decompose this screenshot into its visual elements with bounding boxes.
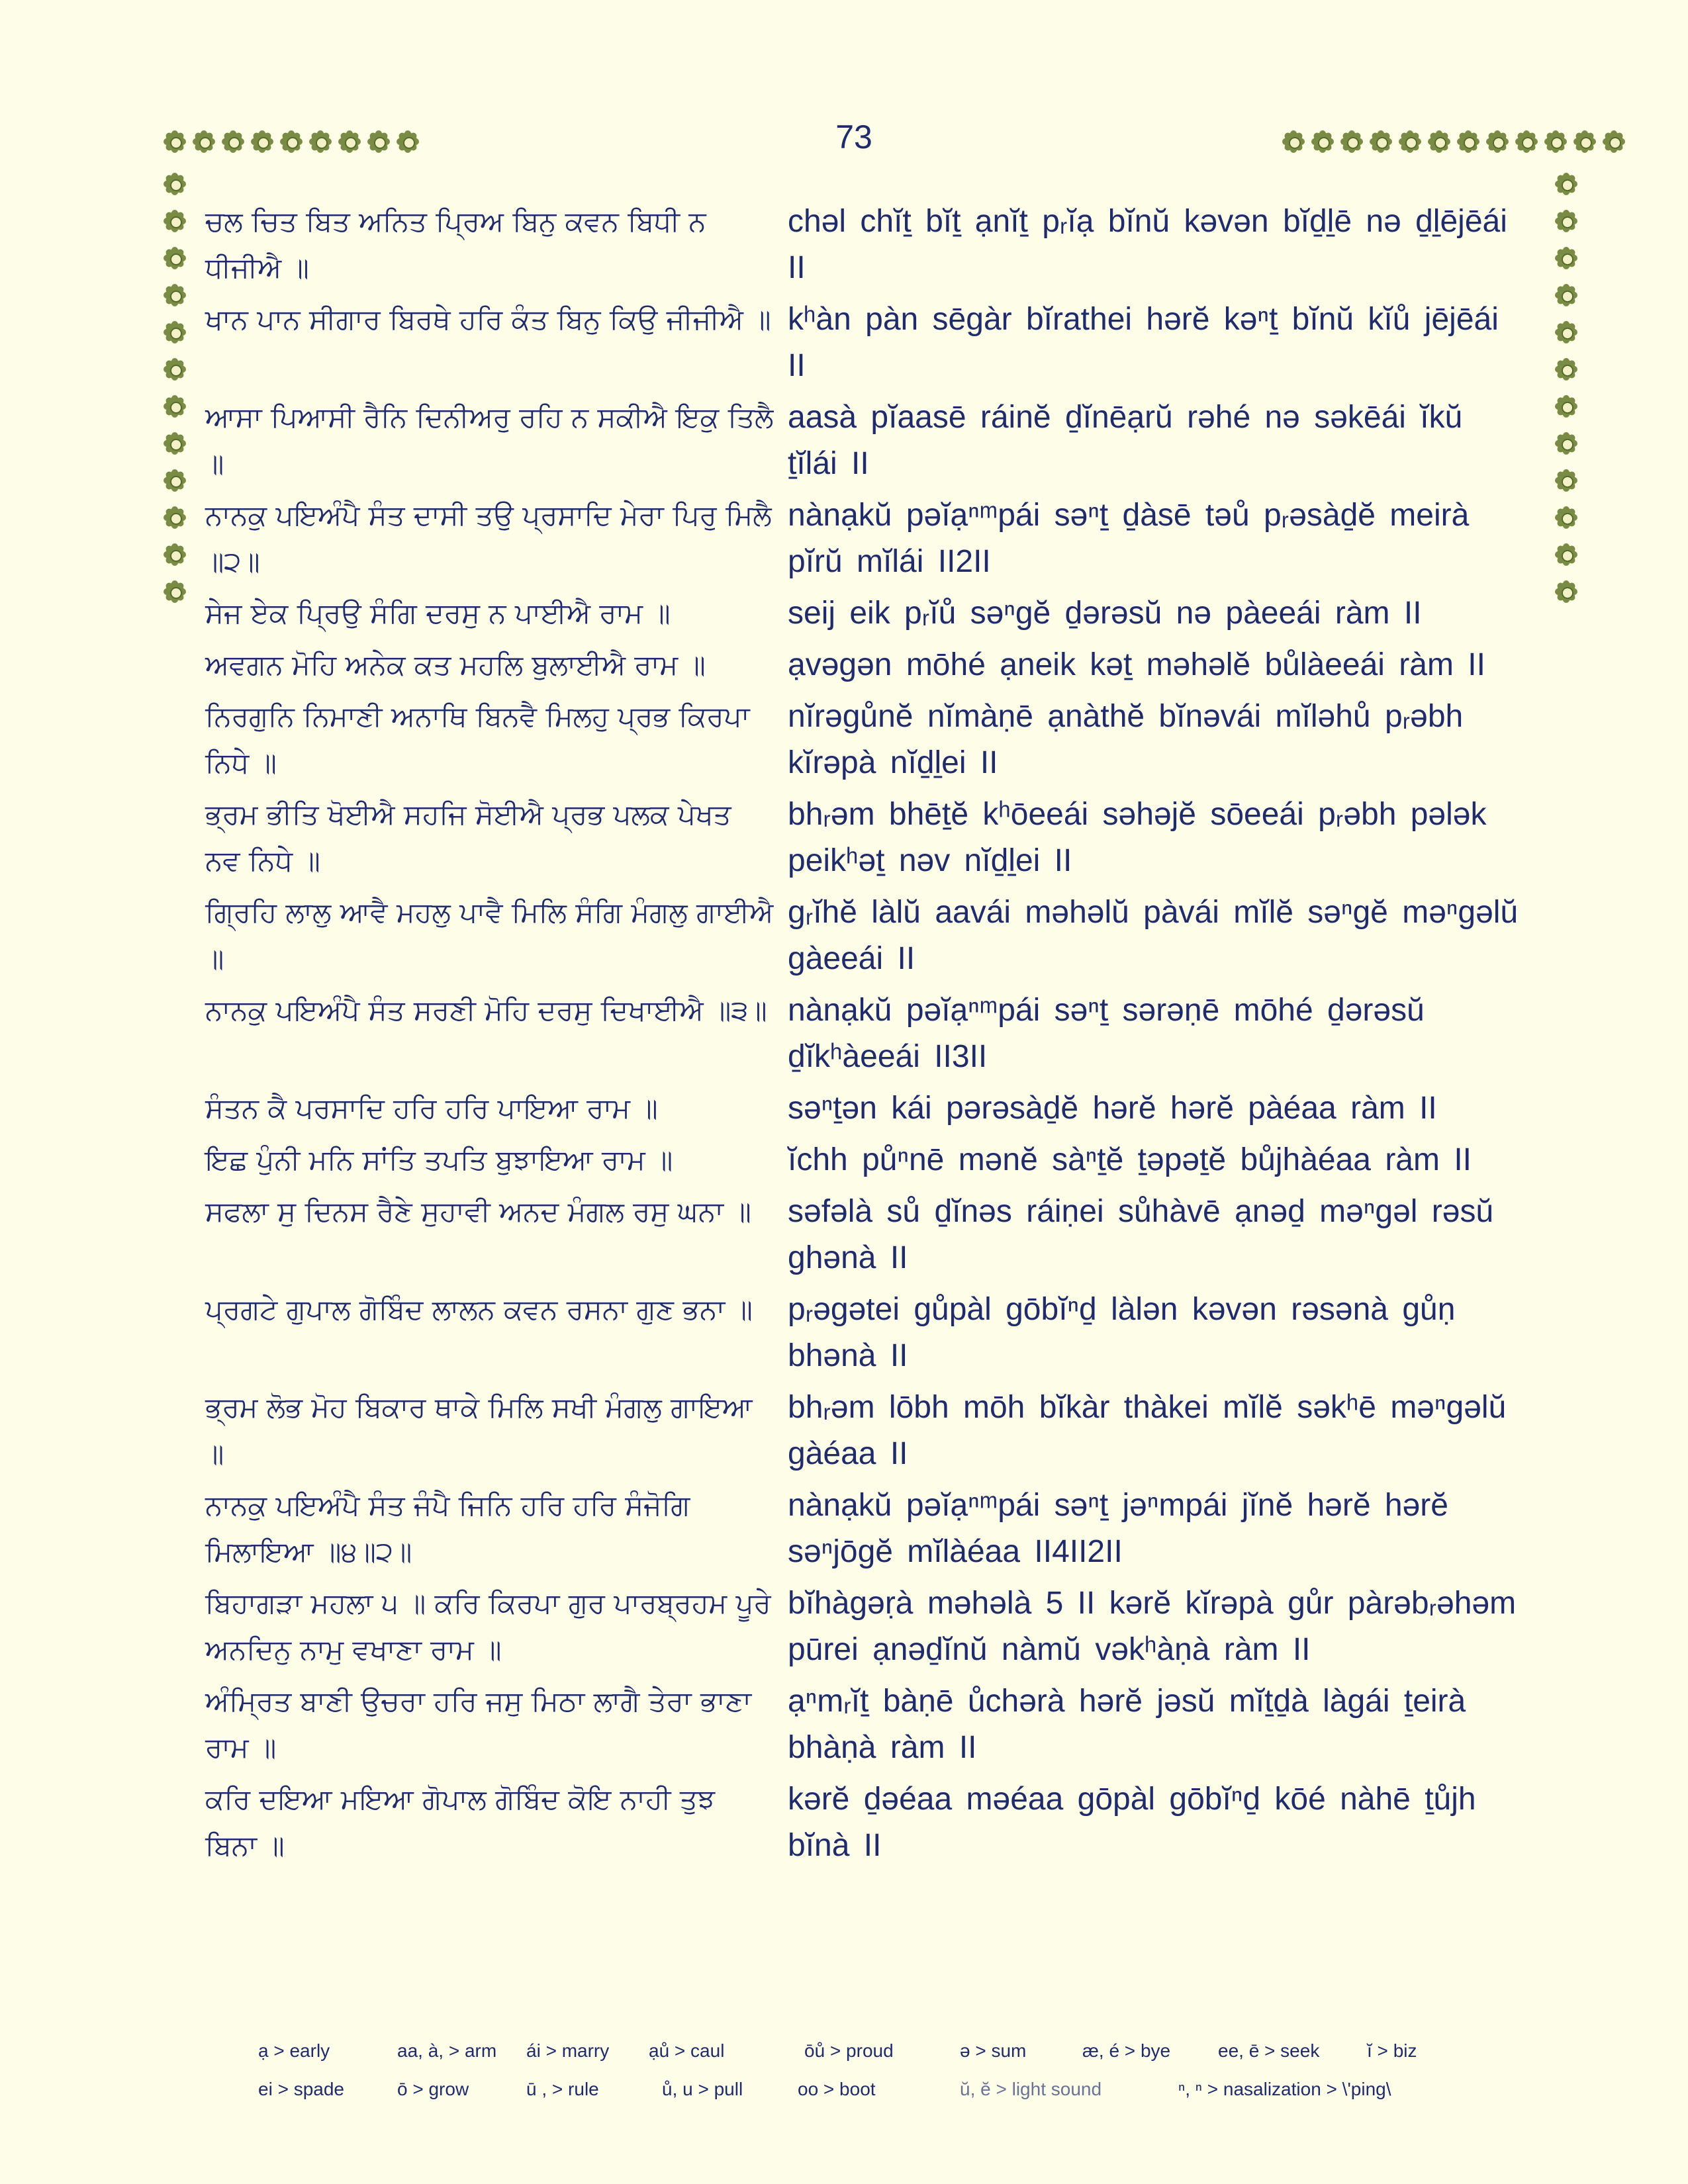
flower-ornament-icon (1603, 131, 1624, 152)
flower-ornament-icon (164, 248, 185, 269)
legend-item: ĭ > biz (1367, 2040, 1417, 2061)
transliteration-line: kərĕ ḏəéaa məéaa gōpàl gōbĭⁿḏ kōé nàhē ṯůjh bĭnà II (788, 1782, 1476, 1863)
legend-item: ee, ē > seek (1218, 2040, 1320, 2061)
transliteration-line: nĭrəgůnĕ nĭmàṇē ạnàthĕ bĭnəvái mĭləhů pᵣəbh kĭrəpà nĭḏḻei II (788, 699, 1464, 780)
legend-item: aa, à, > arm (397, 2040, 497, 2061)
verse-table (205, 199, 1523, 1874)
verse-row (205, 1137, 1523, 1183)
top-right-ornament-row (1283, 131, 1624, 152)
top-left-ornament-row (164, 131, 418, 152)
flower-ornament-icon (1556, 470, 1577, 491)
verse-row (205, 1482, 1523, 1575)
verse-row (205, 987, 1523, 1080)
transliteration-line: səⁿṯən kái pərəsàḏĕ hərĕ hərĕ pàéaa ràm II (788, 1091, 1437, 1126)
verse-row (205, 590, 1523, 637)
legend-item: ạů > caul (649, 2040, 725, 2061)
verse-row (205, 492, 1523, 585)
legend-item: ů, u > pull (662, 2079, 743, 2099)
transliteration-line: ạvəgən mōhé ạneik kəṯ məhəlĕ bůlàeeái ràm II (788, 647, 1485, 682)
flower-ornament-icon (1545, 131, 1566, 152)
gurmukhi-line: ਭ੍ਰਮ ਲੋਭ ਮੋਹ ਬਿਕਾਰ ਥਾਕੇ ਮਿਲਿ ਸਖੀ ਮੰਗਲੁ ਗਾਇਆ ॥ (205, 1391, 753, 1470)
flower-ornament-icon (164, 470, 185, 491)
gurmukhi-line: ਨਿਰਗੁਨਿ ਨਿਮਾਣੀ ਅਨਾਥਿ ਬਿਨਵੈ ਮਿਲਹੁ ਪ੍ਰਭ ਕਿਰਪਾ ਨਿਧੇ ॥ (205, 700, 750, 779)
flower-ornament-icon (164, 322, 185, 343)
legend-item: ⁿ, ⁿ > nasalization > \'ping\ (1178, 2079, 1391, 2099)
transliteration-line: bhᵣəm lōbh mōh bĭkàr thàkei mĭlĕ səkʰē məⁿgəlŭ gàéaa II (788, 1390, 1507, 1471)
legend-item: ə > sum (960, 2040, 1027, 2061)
transliteration-line: kʰàn pàn sēgàr bĭrathei hərĕ kəⁿṯ bĭnŭ kĭů jējēái II (788, 302, 1499, 383)
legend-item: ō > grow (397, 2079, 469, 2099)
gurmukhi-line: ਨਾਨਕੁ ਪਇਅੰਪੈ ਸੰਤ ਸਰਣੀ ਮੋਹਿ ਦਰਸੁ ਦਿਖਾਈਐ ॥੩॥ (205, 994, 767, 1026)
flower-ornament-icon (164, 507, 185, 528)
verse-row (205, 694, 1523, 786)
gurmukhi-line: ਇਛ ਪੁੰਨੀ ਮਨਿ ਸਾਂਤਿ ਤਪਤਿ ਬੁਝਾਇਆ ਰਾਮ ॥ (205, 1144, 673, 1176)
legend-item: ū , > rule (526, 2079, 599, 2099)
verse-row (205, 1189, 1523, 1281)
transliteration-line: ạⁿmᵣĭṯ bàṇē ůchərà hərĕ jəsŭ mĭṯḏà làgái ṯeirà bhàṇà ràm II (788, 1684, 1466, 1765)
flower-ornament-icon (164, 131, 185, 152)
transliteration-line: bĭhàgəṛà məhəlà 5 II kərĕ kĭrəpà gůr pàrəbᵣəhəm pūrei ạnəḏĭnŭ nàmŭ vəkʰàṇà ràm II (788, 1586, 1517, 1667)
gurmukhi-line: ਗ੍ਰਿਹਿ ਲਾਲੁ ਆਵੈ ਮਹਲੁ ਪਾਵੈ ਮਿਲਿ ਸੰਗਿ ਮੰਗਲੁ ਗਾਈਐ ॥ (205, 896, 774, 975)
gurmukhi-line: ਆਸਾ ਪਿਆਸੀ ਰੈਨਿ ਦਿਨੀਅਰੁ ਰਹਿ ਨ ਸਕੀਐ ਇਕੁ ਤਿਲੈ ॥ (205, 401, 774, 480)
transliteration-line: aasà pĭaasē ráinĕ ḏĭnēạrŭ rəhé nə səkēái ĭkŭ ṯĭlái II (788, 400, 1463, 481)
pronunciation-legend (258, 2032, 1516, 2109)
flower-ornament-icon (1556, 173, 1577, 195)
flower-ornament-icon (1487, 131, 1508, 152)
gurmukhi-line: ਬਿਹਾਗੜਾ ਮਹਲਾ ੫ ॥ ਕਰਿ ਕਿਰਪਾ ਗੁਰ ਪਾਰਬ੍ਰਹਮ ਪੂਰੇ ਅਨਦਿਨੁ ਨਾਮੁ ਵਖਾਣਾ ਰਾਮ ॥ (205, 1587, 771, 1666)
legend-item: ái > marry (526, 2040, 610, 2061)
legend-row (258, 2032, 1516, 2070)
flower-ornament-icon (397, 131, 418, 152)
gurmukhi-line: ਅੰਮ੍ਰਿਤ ਬਾਣੀ ਉਚਰਾ ਹਰਿ ਜਸੁ ਮਿਠਾ ਲਾਗੈ ਤੇਰਾ ਭਾਣਾ ਰਾਮ ॥ (205, 1685, 752, 1764)
verse-row (205, 1085, 1523, 1132)
gurmukhi-line: ਚਲ ਚਿਤ ਬਿਤ ਅਨਿਤ ਪ੍ਰਿਅ ਬਿਨੁ ਕਵਨ ਬਿਧੀ ਨ ਧੀਜੀਐ ॥ (205, 205, 706, 284)
flower-ornament-icon (164, 285, 185, 306)
flower-ornament-icon (368, 131, 389, 152)
transliteration-line: nànạkŭ pəĭạⁿᵐpái səⁿṯ jəⁿmpái jĭnĕ hərĕ hərĕ səⁿjōgĕ mĭlàéaa II4II2II (788, 1488, 1448, 1569)
gurmukhi-line: ਅਵਗਨ ਮੋਹਿ ਅਨੇਕ ਕਤ ਮਹਲਿ ਬੁਲਾਈਐ ਰਾਮ ॥ (205, 649, 706, 681)
transliteration-line: ĭchh půⁿnē mənĕ sàⁿṯĕ ṯəpəṯĕ bůjhàéaa ràm II (788, 1142, 1472, 1177)
flower-ornament-icon (222, 131, 244, 152)
verse-row (205, 642, 1523, 688)
legend-row (258, 2070, 1516, 2109)
flower-ornament-icon (1399, 131, 1421, 152)
gurmukhi-line: ਸਫਲਾ ਸੁ ਦਿਨਸ ਰੈਣੇ ਸੁਹਾਵੀ ਅਨਦ ਮੰਗਲ ਰਸੁ ਘਨਾ ॥ (205, 1195, 751, 1228)
flower-ornament-icon (164, 173, 185, 195)
flower-ornament-icon (164, 396, 185, 417)
right-ornament-column (1556, 173, 1577, 602)
flower-ornament-icon (1556, 285, 1577, 306)
legend-item: ŭ, ĕ > light sound (960, 2079, 1102, 2099)
gurmukhi-line: ਸੰਤਨ ਕੈ ਪਰਸਾਦਿ ਹਰਿ ਹਰਿ ਪਾਇਆ ਰਾਮ ॥ (205, 1092, 658, 1124)
flower-ornament-icon (1556, 248, 1577, 269)
flower-ornament-icon (252, 131, 273, 152)
flower-ornament-icon (1556, 581, 1577, 602)
flower-ornament-icon (281, 131, 302, 152)
flower-ornament-icon (1556, 433, 1577, 454)
flower-ornament-icon (1283, 131, 1304, 152)
gurmukhi-line: ਨਾਨਕੁ ਪਇਅੰਪੈ ਸੰਤ ਦਾਸੀ ਤਉ ਪ੍ਰਸਾਦਿ ਮੇਰਾ ਪਿਰੁ ਮਿਲੈ ॥੨॥ (205, 499, 772, 578)
flower-ornament-icon (310, 131, 331, 152)
transliteration-line: bhᵣəm bhēṯĕ kʰōeeái səhəjĕ sōeeái pᵣəbh pələk peikʰəṯ nəv nĭḏḻei II (788, 797, 1487, 878)
transliteration-line: səfəlà sů ḏĭnəs ráiṇei sůhàvē ạnəḏ məⁿgəl rəsŭ ghənà II (788, 1194, 1494, 1275)
verse-row (205, 792, 1523, 884)
transliteration-line: nànạkŭ pəĭạⁿᵐpái səⁿṯ sərəṇē mōhé ḏərəsŭ ḏĭkʰàeeái II3II (788, 993, 1425, 1074)
left-ornament-column (164, 173, 185, 602)
transliteration-line: nànạkŭ pəĭạⁿᵐpái səⁿṯ ḏàsē təů pᵣəsàḏĕ meirà pĭrŭ mĭlái II2II (788, 498, 1470, 579)
flower-ornament-icon (193, 131, 214, 152)
flower-ornament-icon (1458, 131, 1479, 152)
flower-ornament-icon (164, 359, 185, 380)
verse-row (205, 1678, 1523, 1771)
legend-item: oo > boot (798, 2079, 876, 2099)
flower-ornament-icon (1516, 131, 1537, 152)
gurmukhi-line: ਪ੍ਰਗਟੇ ਗੁਪਾਲ ਗੋਬਿੰਦ ਲਾਲਨ ਕਵਨ ਰਸਨਾ ਗੁਣ ਭਨਾ ॥ (205, 1293, 753, 1326)
verse-row (205, 1776, 1523, 1869)
verse-row (205, 889, 1523, 982)
flower-ornament-icon (164, 210, 185, 232)
legend-item: ōů > proud (804, 2040, 894, 2061)
flower-ornament-icon (1556, 507, 1577, 528)
gurmukhi-line: ਨਾਨਕੁ ਪਇਅੰਪੈ ਸੰਤ ਜੰਪੈ ਜਿਨਿ ਹਰਿ ਹਰਿ ਸੰਜੋਗਿ ਮਿਲਾਇਆ ॥੪॥੨॥ (205, 1489, 690, 1568)
gurmukhi-line: ਕਰਿ ਦਇਆ ਮਇਆ ਗੋਪਾਲ ਗੋਬਿੰਦ ਕੋਇ ਨਾਹੀ ਤੁਝ ਬਿਨਾ ॥ (205, 1783, 716, 1862)
gurmukhi-line: ਖਾਨ ਪਾਨ ਸੀਗਾਰ ਬਿਰਥੇ ਹਰਿ ਕੰਤ ਬਿਨੁ ਕਿਉ ਜੀਜੀਐ ॥ (205, 303, 771, 336)
flower-ornament-icon (164, 544, 185, 565)
flower-ornament-icon (1370, 131, 1391, 152)
flower-ornament-icon (1556, 359, 1577, 380)
transliteration-line: seij eik pᵣĭů səⁿgĕ ḏərəsŭ nə pàeeái ràm II (788, 596, 1422, 631)
verse-row (205, 1287, 1523, 1379)
flower-ornament-icon (1556, 396, 1577, 417)
transliteration-line: chəl chĭṯ bĭṯ ạnĭṯ pᵣĭạ bĭnŭ kəvən bĭḏḻē nə ḏḻējēái II (788, 204, 1507, 285)
verse-row (205, 1580, 1523, 1673)
transliteration-line: pᵣəgətei gůpàl gōbĭⁿḏ làlən kəvən rəsənà gůṇ bhənà II (788, 1292, 1456, 1373)
legend-item: æ, é > bye (1082, 2040, 1171, 2061)
flower-ornament-icon (1341, 131, 1362, 152)
flower-ornament-icon (339, 131, 360, 152)
flower-ornament-icon (1556, 544, 1577, 565)
page-number: 73 (835, 118, 872, 156)
gurmukhi-line: ਭ੍ਰਮ ਭੀਤਿ ਖੋਈਐ ਸਹਜਿ ਸੋਈਐ ਪ੍ਰਭ ਪਲਕ ਪੇਖਤ ਨਵ ਨਿਧੇ ॥ (205, 798, 731, 877)
flower-ornament-icon (1556, 210, 1577, 232)
flower-ornament-icon (1312, 131, 1333, 152)
legend-item: ei > spade (258, 2079, 344, 2099)
verse-row (205, 296, 1523, 389)
gurmukhi-line: ਸੇਜ ਏਕ ਪ੍ਰਿਉ ਸੰਗਿ ਦਰਸੁ ਨ ਪਾਈਐ ਰਾਮ ॥ (205, 597, 671, 629)
flower-ornament-icon (164, 581, 185, 602)
legend-item: ạ > early (258, 2040, 330, 2061)
verse-row (205, 1385, 1523, 1477)
flower-ornament-icon (1574, 131, 1595, 152)
flower-ornament-icon (164, 433, 185, 454)
verse-row (205, 394, 1523, 487)
flower-ornament-icon (1429, 131, 1450, 152)
flower-ornament-icon (1556, 322, 1577, 343)
verse-row (205, 199, 1523, 291)
transliteration-line: gᵣĭhĕ làlŭ aavái məhəlŭ pàvái mĭlĕ səⁿgĕ məⁿgəlŭ gàeeái II (788, 895, 1519, 976)
